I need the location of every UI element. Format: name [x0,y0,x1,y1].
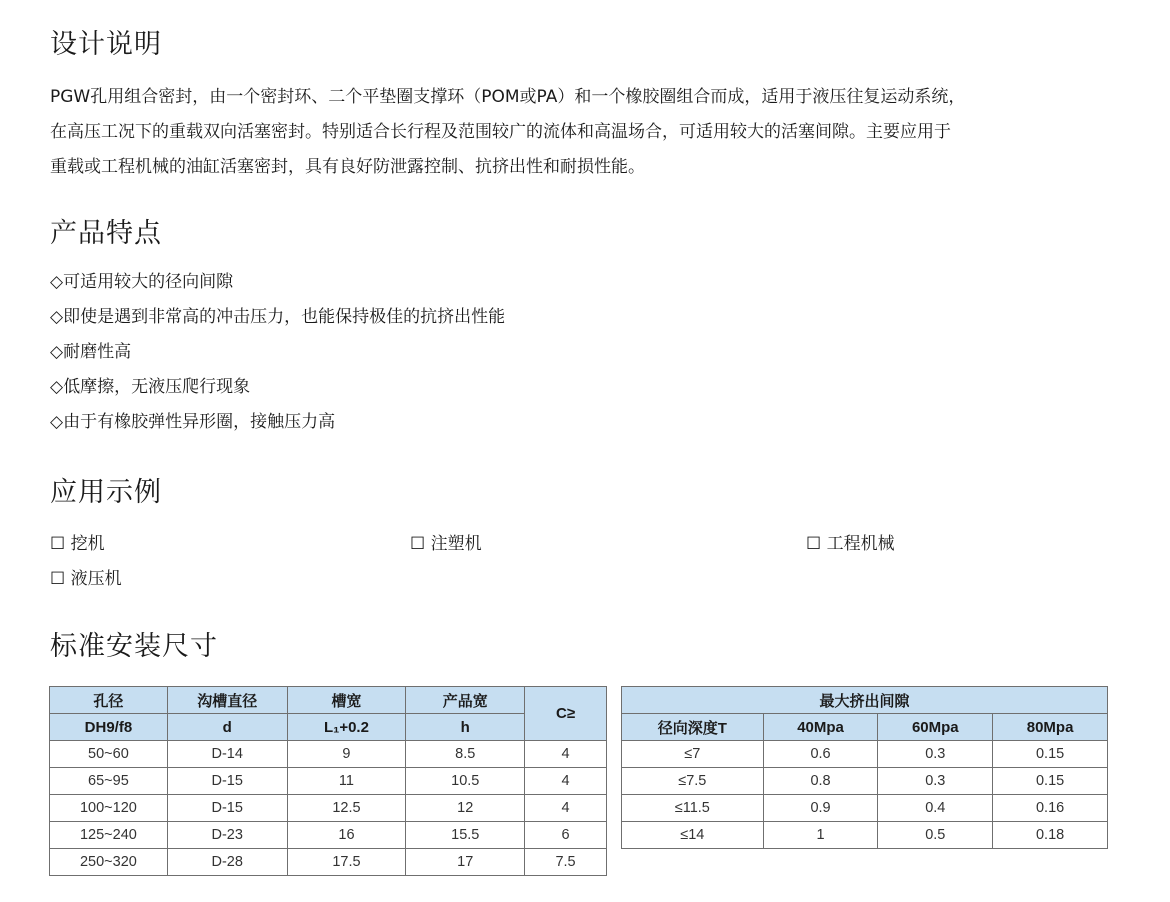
table-cell: 17.5 [287,849,406,876]
table-cell: 0.9 [763,795,878,822]
application-item: ☐ 液压机 [50,569,122,589]
table-cell: 4 [525,768,607,795]
table-header: 产品宽 [406,687,525,714]
table-cell: ≤7.5 [622,768,764,795]
table-header-row [50,687,607,714]
table-cell: ≤14 [622,822,764,849]
application-item: ☐ 注塑机 [410,534,482,554]
table-cell: 12 [406,795,525,822]
table-cell: 0.5 [878,822,993,849]
table-cell: 0.15 [993,768,1108,795]
table-cell: D-23 [167,822,287,849]
table-header: 孔径 [50,687,168,714]
table-cell: 11 [287,768,406,795]
table-row [622,795,1108,822]
intro-paragraph [50,80,1130,185]
table-title: 最大挤出间隙 [622,687,1108,714]
table-cell: D-15 [167,795,287,822]
table-row [50,768,607,795]
feature-item: ◇即使是遇到非常高的冲击压力，也能保持极佳的抗挤出性能 [50,307,506,327]
table-header: 60Mpa [878,714,993,741]
table-cell: 6 [525,822,607,849]
feature-list [50,265,505,440]
table-cell: 0.3 [878,768,993,795]
table-row [50,795,607,822]
table-cell: 4 [525,741,607,768]
application-item: ☐ 挖机 [50,534,105,554]
table-cell: 0.8 [763,768,878,795]
table-cell: ≤7 [622,741,764,768]
table-cell: 0.15 [993,741,1108,768]
table-cell: 65~95 [50,768,168,795]
table-cell: 250~320 [50,849,168,876]
table-cell: 15.5 [406,822,525,849]
table-cell: 0.3 [878,741,993,768]
section-title-dimensions: 标准安装尺寸 [50,631,218,662]
extrusion-gap-table [621,686,1108,849]
table-cell: 10.5 [406,768,525,795]
table-cell: 1 [763,822,878,849]
table-cell: D-28 [167,849,287,876]
table-cell: 7.5 [525,849,607,876]
table-header: L₁+0.2 [287,714,406,741]
table-cell: 4 [525,795,607,822]
table-cell: 50~60 [50,741,168,768]
table-cell: 17 [406,849,525,876]
table-cell: 12.5 [287,795,406,822]
table-cell: 125~240 [50,822,168,849]
table-header: C≥ [525,687,607,741]
table-row [622,768,1108,795]
table-cell: D-14 [167,741,287,768]
table-header-row [50,714,607,741]
table-cell: ≤11.5 [622,795,764,822]
table-header: DH9/f8 [50,714,168,741]
table-cell: 100~120 [50,795,168,822]
table-cell: 0.16 [993,795,1108,822]
table-header: h [406,714,525,741]
table-cell: 0.18 [993,822,1108,849]
intro-line: PGW孔用组合密封，由一个密封环、二个平垫圈支撑环（POM或PA）和一个橡胶圈组合而成，适用于液压往复运动系统， [50,87,966,107]
table-cell: 8.5 [406,741,525,768]
section-title-design: 设计说明 [50,29,162,60]
table-cell: 0.4 [878,795,993,822]
table-cell: 16 [287,822,406,849]
feature-item: ◇低摩擦，无液压爬行现象 [50,377,251,397]
table-header-row [622,687,1108,714]
table-row [622,822,1108,849]
table-header: d [167,714,287,741]
table-header-row [622,714,1108,741]
feature-item: ◇由于有橡胶弹性异形圈，接触压力高 [50,412,336,432]
table-row [50,849,607,876]
section-title-applications: 应用示例 [50,477,162,508]
table-row [50,822,607,849]
table-header: 径向深度T [622,714,764,741]
table-header: 80Mpa [993,714,1108,741]
installation-dimensions-table [49,686,607,876]
table-header: 40Mpa [763,714,878,741]
table-cell: D-15 [167,768,287,795]
intro-line: 重载或工程机械的油缸活塞密封，具有良好防泄露控制、抗挤出性和耐损性能。 [50,157,645,177]
table-row [622,741,1108,768]
table-row [50,741,607,768]
table-cell: 9 [287,741,406,768]
table-cell: 0.6 [763,741,878,768]
section-title-features: 产品特点 [50,218,162,249]
table-header: 槽宽 [287,687,406,714]
intro-line: 在高压工况下的重载双向活塞密封。特别适合长行程及范围较广的流体和高温场合，可适用较大的活塞间隙。主要应用于 [50,122,951,142]
application-item: ☐ 工程机械 [806,534,895,554]
table-header: 沟槽直径 [167,687,287,714]
feature-item: ◇可适用较大的径向间隙 [50,272,234,292]
feature-item: ◇耐磨性高 [50,342,132,362]
